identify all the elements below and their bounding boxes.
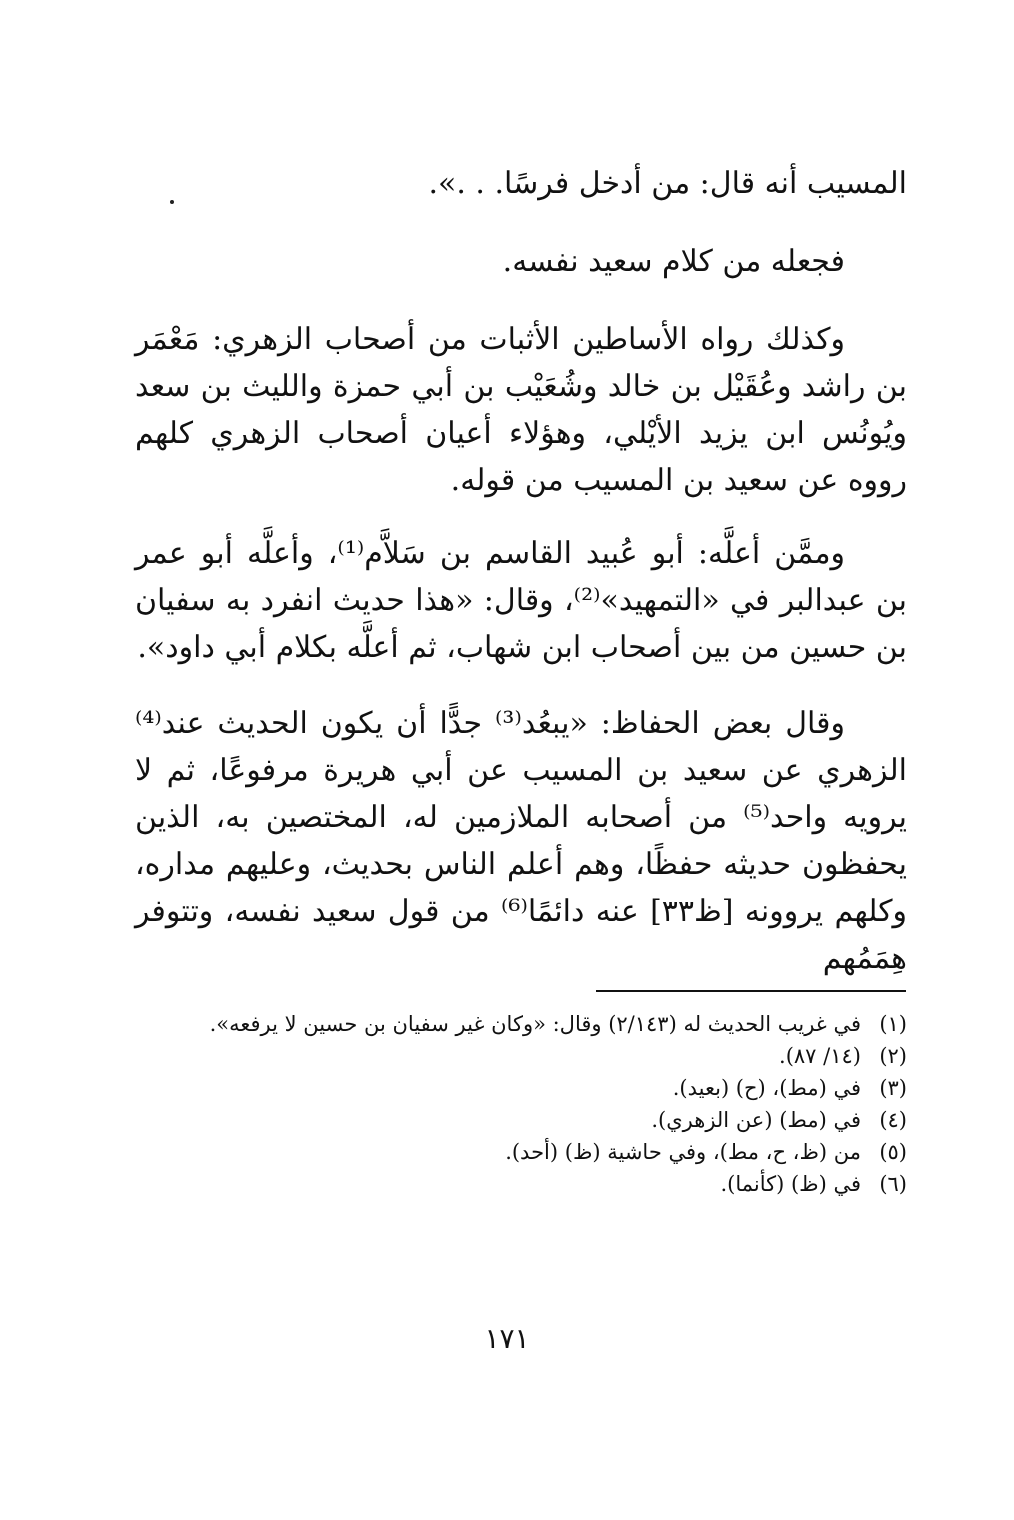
footnote-separator <box>596 990 906 992</box>
footnote-text: من (ظ، ح، مط)، وفي حاشية (ظ) (أحد). <box>505 1140 861 1164</box>
paragraph-1: المسيب أنه قال: من أدخل فرسًا. . .». <box>428 166 907 201</box>
page-number: ١٧١ <box>484 1322 530 1355</box>
footnote-number: (١) <box>879 1012 907 1036</box>
footnote-3 <box>135 1072 907 1104</box>
paragraph-4: وممَّن أعلَّه: أبو عُبيد القاسم بن سَلاَّم⁽¹⁾، وأعلَّه أبو عمر بن عبدالبر في «التمهيد»⁽²⁾، وقال: «هذا حديث انفرد به سفيان بن حسين من بين أصحاب ابن شهاب، ثم أعلَّه بكلام أبي داود». <box>135 536 907 665</box>
footnote-text: في (مط)، (ح) (بعيد). <box>672 1076 861 1100</box>
footnotes <box>135 1008 907 1200</box>
footnote-number: (٥) <box>879 1140 907 1164</box>
footnote-text: في (ظ) (كأنما). <box>720 1172 861 1196</box>
footnote-text: في غريب الحديث له (٢/١٤٣) وقال: «وكان غير سفيان بن حسين لا يرفعه». <box>209 1012 861 1036</box>
footnote-text: (١٤/ ٨٧). <box>779 1044 861 1068</box>
paragraph-5: وقال بعض الحفاظ: «يبعُد⁽³⁾ جدًّا أن يكون الحديث عند⁽⁴⁾ الزهري عن سعيد بن المسيب عن أبي هريرة مرفوعًا، ثم لا يرويه واحد⁽⁵⁾ من أصحابه الملازمين له، المختصين به، الذين يحفظون حديثه حفظًا، وهم أعلم الناس بحديث، وعليهم مداره، وكلهم يروونه [ظ٣٣] عنه دائمًا⁽⁶⁾ من قول سعيد نفسه، وتتوفر هِمَمُهم <box>135 706 907 976</box>
footnote-text: في (مط) (عن الزهري). <box>651 1108 861 1132</box>
footnote-number: (٤) <box>879 1108 907 1132</box>
footnote-6 <box>135 1168 907 1200</box>
footnote-5 <box>135 1136 907 1168</box>
footnote-4 <box>135 1104 907 1136</box>
footnote-1 <box>135 1008 907 1040</box>
paragraph-3: وكذلك رواه الأساطين الأثبات من أصحاب الزهري: مَعْمَر بن راشد وعُقَيْل بن خالد وشُعَيْب بن أبي حمزة والليث بن سعد ويُونُس ابن يزيد الأيْلي، وهؤلاء أعيان أصحاب الزهري كلهم رووه عن سعيد بن المسيب من قوله. <box>135 322 907 498</box>
paragraph-2: فجعله من كلام سعيد نفسه. <box>502 244 845 279</box>
footnote-number: (٢) <box>879 1044 907 1068</box>
footnote-number: (٣) <box>879 1076 907 1100</box>
footnote-2 <box>135 1040 907 1072</box>
footnote-number: (٦) <box>879 1172 907 1196</box>
